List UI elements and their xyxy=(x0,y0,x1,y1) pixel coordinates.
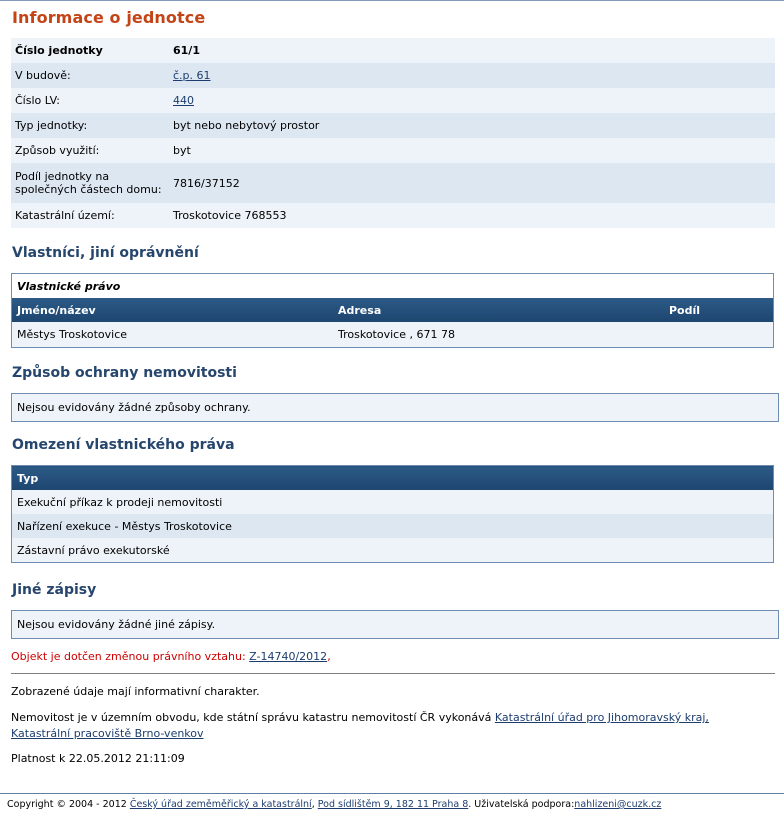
column-header-type: Typ xyxy=(12,466,774,491)
change-notice xyxy=(11,650,331,663)
divider xyxy=(11,673,775,674)
protection-heading: Způsob ochrany nemovitosti xyxy=(12,365,237,381)
jurisdiction-text: Nemovitost je v územním obvodu, kde státní správu katastru nemovitostí ČR vykonává xyxy=(11,711,492,724)
limits-heading: Omezení vlastnického práva xyxy=(12,437,235,453)
info-value: 7816/37152 xyxy=(169,163,775,203)
footer xyxy=(7,799,661,810)
info-key: Katastrální území: xyxy=(11,203,169,228)
cuzk-link[interactable]: Český úřad zeměměřický a katastrální xyxy=(129,799,312,810)
table-row xyxy=(12,538,774,563)
info-row xyxy=(11,113,775,138)
other-heading: Jiné zápisy xyxy=(12,582,97,598)
jurisdiction-note xyxy=(11,710,751,742)
top-border xyxy=(0,0,784,1)
lv-number-link[interactable]: 440 xyxy=(173,94,194,107)
other-box: Nejsou evidovány žádné jiné zápisy. xyxy=(11,610,779,639)
owners-table xyxy=(11,273,774,348)
info-value: 61/1 xyxy=(169,38,775,63)
informative-note: Zobrazené údaje mají informativní charakter. xyxy=(11,685,260,698)
info-row xyxy=(11,163,775,203)
info-row xyxy=(11,38,775,63)
protection-box: Nejsou evidovány žádné způsoby ochrany. xyxy=(11,393,779,422)
column-header-address: Adresa xyxy=(333,298,664,322)
info-key: Způsob využití: xyxy=(11,138,169,163)
info-row xyxy=(11,88,775,113)
info-row xyxy=(11,63,775,88)
column-header-share: Podíl xyxy=(664,298,774,322)
info-key-line2: společných částech domu: xyxy=(15,183,162,196)
change-notice-suffix: , xyxy=(327,650,331,663)
limit-type: Nařízení exekuce - Městys Troskotovice xyxy=(12,514,774,538)
limits-table xyxy=(11,465,774,563)
owners-heading: Vlastníci, jiní oprávnění xyxy=(12,245,199,261)
owner-address: Troskotovice , 671 78 xyxy=(333,322,664,348)
change-record-link[interactable]: Z-14740/2012 xyxy=(249,650,328,663)
limit-type: Zástavní právo exekutorské xyxy=(12,538,774,563)
table-row xyxy=(12,322,774,348)
info-row xyxy=(11,138,775,163)
owner-share xyxy=(664,322,774,348)
page-title: Informace o jednotce xyxy=(12,8,206,27)
info-value: Troskotovice 768553 xyxy=(169,203,775,228)
change-notice-text: Objekt je dotčen změnou právního vztahu: xyxy=(11,650,246,663)
support-email-link[interactable]: nahlizeni@cuzk.cz xyxy=(574,799,662,810)
info-key: Číslo LV: xyxy=(11,88,169,113)
info-row xyxy=(11,203,775,228)
copyright-text: Copyright © 2004 - 2012 xyxy=(7,799,127,810)
info-key: V budově: xyxy=(11,63,169,88)
info-key: Typ jednotky: xyxy=(11,113,169,138)
column-header-name: Jméno/název xyxy=(12,298,334,322)
owners-caption: Vlastnické právo xyxy=(12,274,774,299)
footer-separator: , xyxy=(311,799,315,810)
footer-divider xyxy=(0,793,784,794)
address-link[interactable]: Pod sídlištěm 9, 182 11 Praha 8 xyxy=(317,799,469,810)
info-value: byt xyxy=(169,138,775,163)
info-value: byt nebo nebytový prostor xyxy=(169,113,775,138)
validity-note: Platnost k 22.05.2012 21:11:09 xyxy=(11,752,185,765)
table-row xyxy=(12,490,774,514)
info-key: Číslo jednotky xyxy=(11,38,169,63)
info-key xyxy=(11,163,169,203)
table-row xyxy=(12,514,774,538)
info-key-line1: Podíl jednotky na xyxy=(15,170,110,183)
owner-name: Městys Troskotovice xyxy=(12,322,334,348)
limit-type: Exekuční příkaz k prodeji nemovitosti xyxy=(12,490,774,514)
cadastral-office-link[interactable]: Katastrální úřad pro Jihomoravský kraj, Katastrální pracoviště Brno-venkov xyxy=(11,711,709,740)
support-label: . Uživatelská podpora: xyxy=(468,799,575,810)
unit-info-table xyxy=(11,38,775,228)
building-link[interactable]: č.p. 61 xyxy=(173,69,211,82)
